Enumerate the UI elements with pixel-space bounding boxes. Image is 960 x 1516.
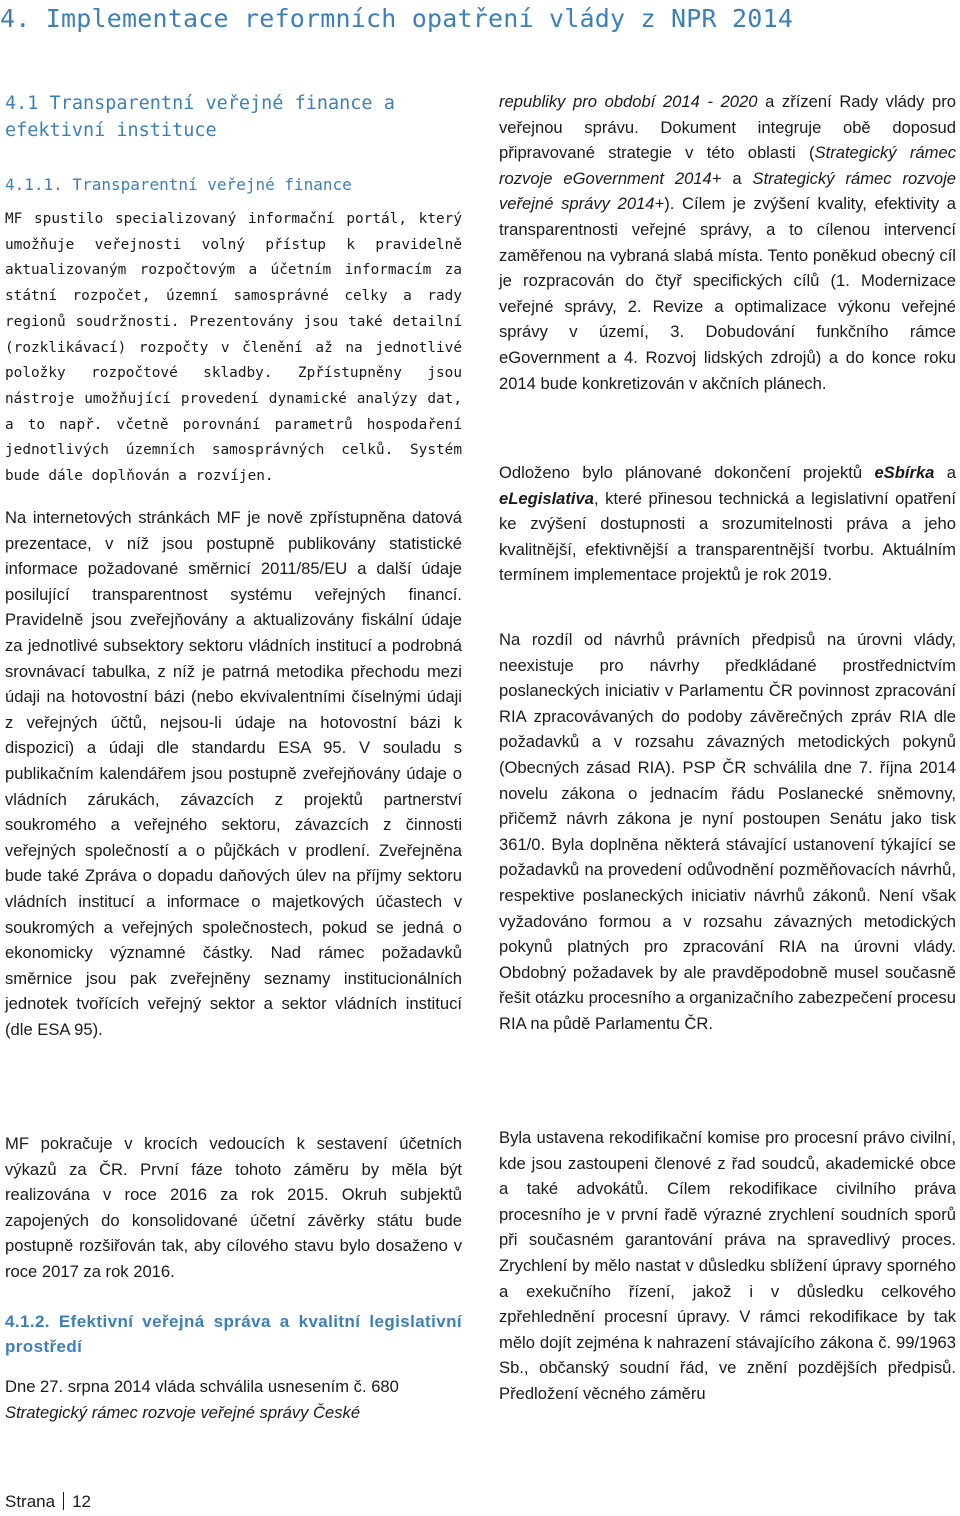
strategy-text-1: a zřízení Rady vlády pro veřejnou správu. Dokument integruje obě doposud připravované strategie v této oblasti ( (499, 92, 956, 163)
paragraph-strategic-framework (5, 1374, 462, 1425)
paragraph-strategy-continued (499, 89, 956, 396)
paragraph-recodification: Byla ustavena rekodifikační komise pro procesní právo civilní, kde jsou zastoupeni členové z řad soudců, akademické obce a také advokátů. Cílem rekodifikace civilního práva procesního je v první řadě výrazné zrychlení soudních sporů při současném garantování práva na spravedlivý proces. Zrychlení by mělo nastat v důsledku sblížení úpravy sporného a exekučního řízení, jakož i v důsledku celkového zpřehlednění procesní úpravy. V rámci rekodifikace by tak mělo dojít zejména k nahrazení stávajícího zákona č. 99/1963 Sb., občanský soudní řád, ve znění pozdějších předpisů. Předložení věcného záměru (499, 1128, 956, 1403)
page-number: 12 (72, 1492, 92, 1511)
esbirka-project: eSbírka (874, 463, 935, 482)
strategy-text-2: a (721, 168, 753, 188)
esbirka-text-2: a (934, 463, 956, 482)
public-admin-strategy-title: Strategický rámec rozvoje veřejné správy 2014+ (499, 168, 956, 214)
paragraph-portal: MF spustilo specializovaný informační portál, který umožňuje veřejnosti volný přístup k pravidelně aktualizovaným rozpočtovým a účetním informacím za státní rozpočet, územní samosprávné celky a rady regionů soudržnosti. Prezentovány jsou také detailní (rozklikávací) rozpočty v členění až na jednotlivé položky rozpočtové skladby. Zpřístupněny jsou nástroje umožňující provedení dynamické analýzy dat, a to např. včetně porovnání parametrů hospodaření jednotlivých územních samosprávných celků. Systém bude dále doplňován a rozvíjen. (5, 211, 462, 485)
egovernment-strategy-title: Strategický rámec rozvoje eGovernment 2014+ (499, 143, 956, 188)
esbirka-text-1: Odloženo bylo plánované dokončení projektů (499, 463, 875, 482)
paragraph-ria: Na rozdíl od návrhů právních předpisů na úrovni vlády, neexistuje pro návrhy předkládané prostřednictvím poslaneckých iniciativ v Parlamentu ČR povinnost zpracování RIA zpracovávaných do podoby závěrečných zpráv RIA dle požadavků a v rozsahu závazných metodických pokynů (Obecných zásad RIA). PSP ČR schválila dne 7. října 2014 novelu zákona o jednacím řádu Poslanecké sněmovny, přičemž návrh zákona je nyní postoupen Senátu jako tisk 361/0. Byla doplněna některá stávající ustanovení týkající se požadavků na provedení odůvodnění pozměňovacích návrhů, respektive poslaneckých iniciativ návrhů zákonů. Není však vyžadováno formou a v rozsahu závazných metodických pokynů platných pro zpracování RIA na úrovni vlády. Obdobný požadavek by ale pravděpodobně musel současně řešit otázku procesního a organizačního zabezpečení procesu RIA na půdě Parlamentu ČR. (499, 630, 956, 1033)
elegislativa-project: eLegislativa (499, 488, 595, 508)
footer-label: Strana (5, 1492, 56, 1511)
strategy-period: republiky pro období 2014 - 2020 (499, 92, 758, 111)
esbirka-text-3: , které přinesou technická a legislativní opatření ke zvýšení dostupnosti a srozumitelnosti práva a jeho kvalitnější, efektivnější a transparentnější tvorbu. Aktuálním termínem implementace projektů je rok 2019. (499, 488, 956, 585)
paragraph-strategic-framework-text: Dne 27. srpna 2014 vláda schválila usnesením č. 680 (5, 1377, 399, 1396)
strategic-framework-title: Strategický rámec rozvoje veřejné správy České (5, 1402, 361, 1422)
page-title: 4. Implementace reformních opatření vlády z NPR 2014 (0, 4, 794, 33)
subsection-heading-4-1-2: 4.1.2. Efektivní veřejná správa a kvalitní legislativní prostředí (5, 1312, 462, 1356)
section-heading-4-1: 4.1 Transparentní veřejné finance a efektivní instituce (5, 93, 395, 141)
paragraph-accounting-statements: MF pokračuje v krocích vedoucích k sestavení účetních výkazů za ČR. První fáze tohoto záměru by měla být realizována v roce 2016 za rok 2015. Okruh subjektů zapojených do konsolidované účetní závěrky státu bude postupně rozšiřován tak, aby cílového stavu bylo dosaženo v roce 2017 za rok 2016. (5, 1134, 462, 1281)
subsection-heading-4-1-1: 4.1.1. Transparentní veřejné finance (5, 175, 352, 194)
page-footer (5, 1490, 91, 1514)
paragraph-data-presentation: Na internetových stránkách MF je nově zpřístupněna datová prezentace, v níž jsou postupně publikovány statistické informace požadované směrnicí 2011/85/EU a další údaje posilující transparentnost systému veřejných financí. Pravidelně jsou zveřejňovány a aktualizovány fiskální údaje za jednotlivé subsektory sektoru vládních institucí a podrobná srovnávací tabulka, z níž je patrná metodika přechodu mezi údaji na hotovostní bázi (nebo ekvivalentními číselnými údaji z veřejných účtů, nejsou-li údaje na hotovostní bázi k dispozici) a údaji dle standardu ESA 95. V souladu s publikačním kalendářem jsou postupně zveřejňovány údaje o vládních zárukách, závazcích z projektů partnerství soukromého a veřejného sektoru, závazcích z činnosti veřejných společností a o půjčkách v prodlení. Zveřejněna bude také Zpráva o dopadu daňových úlev na příjmy sektoru vládních institucí a informace o majetkových účastech v soukromých a veřejných společnostech, pokud se jedná o ekonomicky významné částky. Nad rámec požadavků směrnice jsou pak zveřejněny seznamy institucionálních jednotek tvořících veřejný sektor a sektor vládních institucí (dle ESA 95). (5, 508, 462, 1039)
footer-separator (63, 1492, 64, 1510)
strategy-text-3: ). Cílem je zvýšení kvality, efektivity a transparentnosti veřejné správy, a to cílenou intervencí zaměřenou na vybraná slabá místa. Tento poněkud obecný cíl je rozpracován do čtyř specifických cílů (1. Modernizace veřejné správy, 2. Revize a optimalizace výkonu veřejné správy v území, 3. Dobudování funkčního rámce eGovernment a 4. Rozvoj lidských zdrojů) a do konce roku 2014 bude konkretizován v akčních plánech. (499, 194, 956, 393)
paragraph-esbirka (499, 460, 956, 588)
